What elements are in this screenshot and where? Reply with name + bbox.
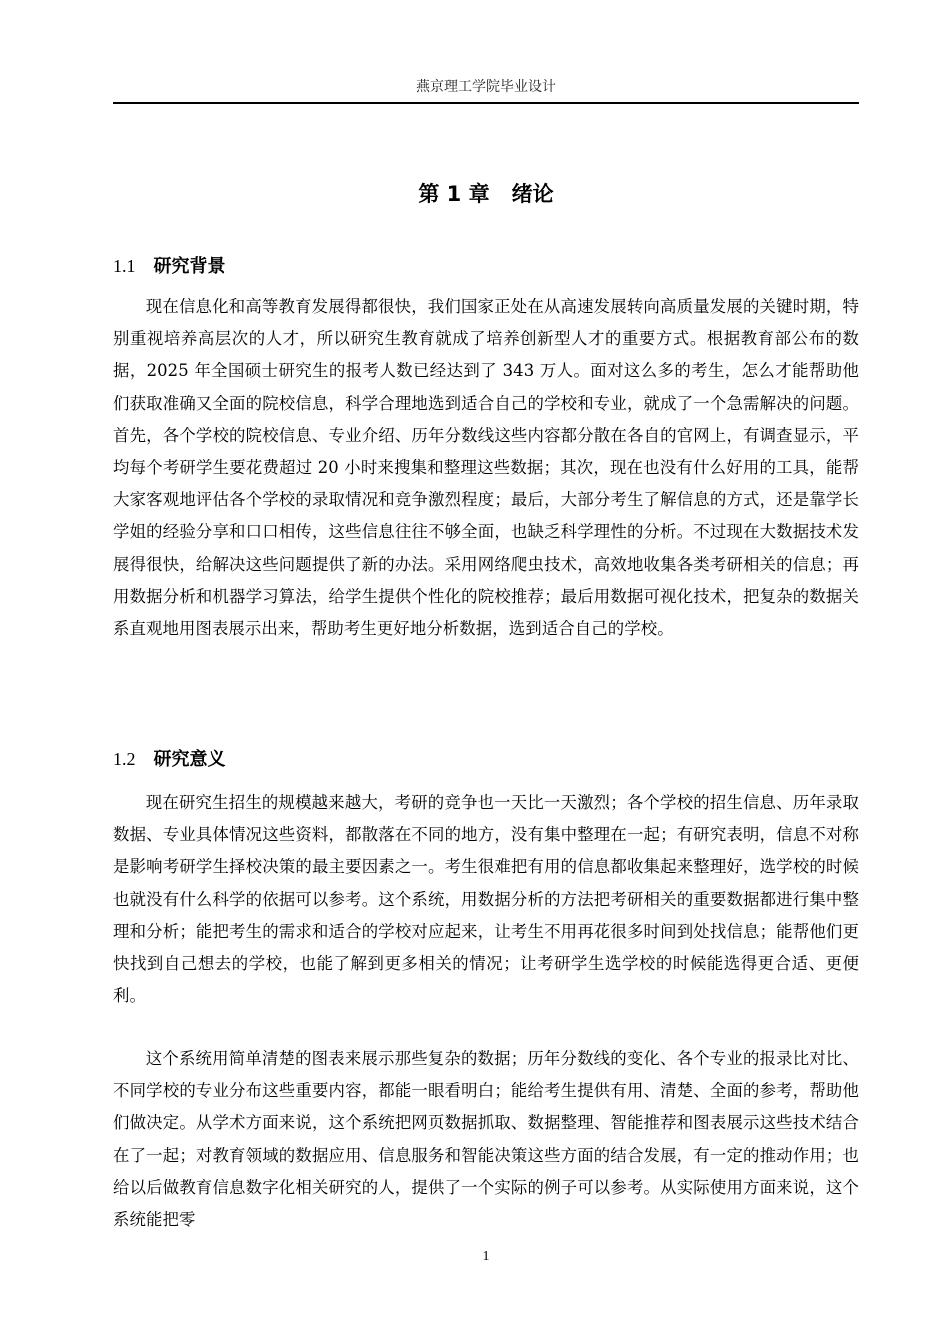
section-number: 1.1: [113, 256, 136, 276]
section-title-text: 研究意义: [153, 749, 226, 770]
section-title-text: 研究背景: [153, 256, 226, 277]
page-header: [113, 76, 859, 104]
header-text: 燕京理工学院毕业设计: [416, 79, 556, 95]
paragraph-research-significance-1: 现在研究生招生的规模越来越大，考研的竞争也一天比一天激烈；各个学校的招生信息、历年录取数据、专业具体情况这些资料，都散落在不同的地方，没有集中整理在一起；有研究表明，信息不对称是影响考研学生择校决策的最主要因素之一。考生很难把有用的信息都收集起来整理好，选学校的时候也就没有什么科学的依据可以参考。这个系统，用数据分析的方法把考研相关的重要数据都进行集中整理和分析；能把考生的需求和适合的学校对应起来，让考生不用再花很多时间到处找信息；能帮他们更快找到自己想去的学校，也能了解到更多相关的情况；让考研学生选学校的时候能选得更合适、更便利。: [113, 793, 859, 1006]
section-heading-1-1: [113, 252, 226, 281]
paragraph-research-significance-2: 这个系统用简单清楚的图表来展示那些复杂的数据；历年分数线的变化、各个专业的报录比对比、不同学校的专业分布这些重要内容，都能一眼看明白；能给考生提供有用、清楚、全面的参考，帮助他们做决定。从学术方面来说，这个系统把网页数据抓取、数据整理、智能推荐和图表展示这些技术结合在了一起；对教育领域的数据应用、信息服务和智能决策这些方面的结合发展，有一定的推动作用；也给以后做教育信息数字化相关研究的人，提供了一个实际的例子可以参考。从实际使用方面来说，这个系统能把零: [113, 1049, 859, 1230]
section-heading-1-2: [113, 745, 226, 774]
chapter-label: 第 1 章: [418, 182, 490, 206]
paragraph-research-background: 现在信息化和高等教育发展得都很快，我们国家正处在从高速发展转向高质量发展的关键时期，特别重视培养高层次的人才，所以研究生教育就成了培养创新型人才的重要方式。根据教育部公布的数据，2025 年全国硕士研究生的报考人数已经达到了 343 万人。面对这么多的考生，怎么才能帮助他们获取准确又全面的院校信息，科学合理地选到适合自己的学校和专业，就成了一个急需解决的问题。首先，各个学校的院校信息、专业介绍、历年分数线这些内容都分散在各自的官网上，有调查显示，平均每个考研学生要花费超过 20 小时来搜集和整理这些数据；其次，现在也没有什么好用的工具，能帮大家客观地评估各个学校的录取情况和竞争激烈程度；最后，大部分考生了解信息的方式，还是靠学长学姐的经验分享和口口相传，这些信息往往不够全面，也缺乏科学理性的分析。不过现在大数据技术发展得很快，给解决这些问题提供了新的办法。采用网络爬虫技术，高效地收集各类考研相关的信息；再用数据分析和机器学习算法，给学生提供个性化的院校推荐；最后用数据可视化技术，把复杂的数据关系直观地用图表展示出来，帮助考生更好地分析数据，选到适合自己的学校。: [113, 297, 859, 639]
chapter-title: [113, 178, 859, 210]
section-number: 1.2: [113, 749, 136, 769]
page-number: 1: [482, 1249, 490, 1264]
chapter-name: 绪论: [511, 182, 554, 206]
